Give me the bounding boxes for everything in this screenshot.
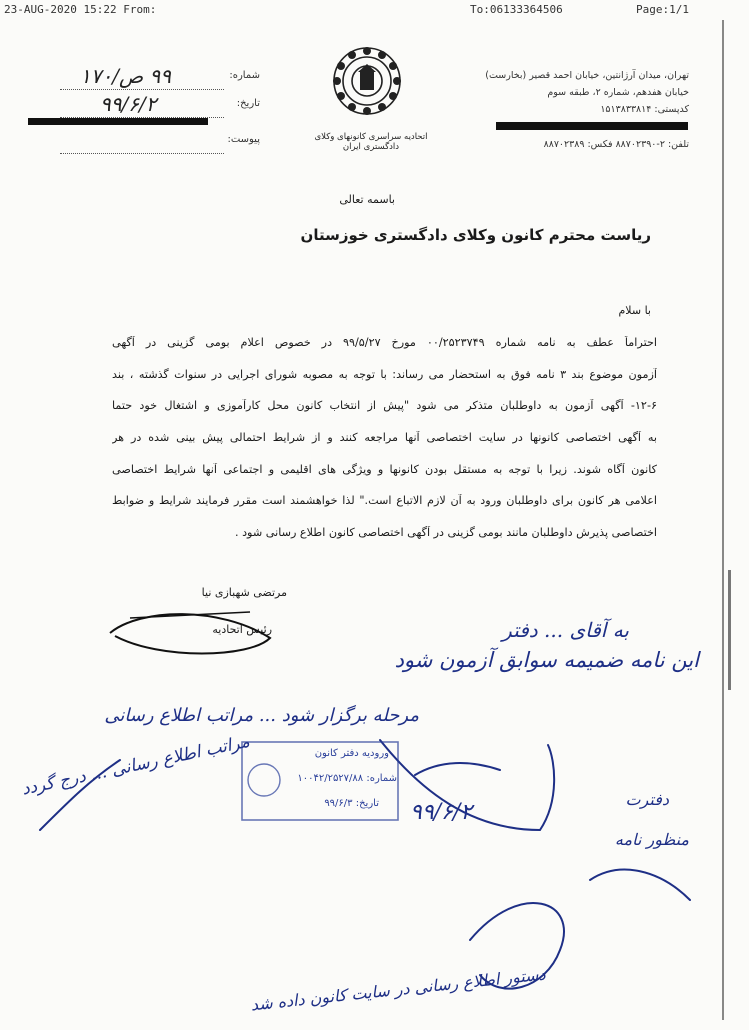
handwriting-right-note-2: منظور نامه	[614, 830, 689, 849]
stamp-line-3: تاریخ: ۹۹/۶/۳	[324, 798, 379, 809]
phone-fax: تلفن: ۲-۸۸۷۰۲۳۹۰ فکس: ۸۸۷۰۲۳۸۹	[543, 139, 689, 150]
fax-to-number: To:06133364506	[470, 3, 563, 16]
address-line-2: خیابان هفدهم، شماره ۲، طبقه سوم	[547, 87, 689, 98]
attachment-row	[60, 128, 260, 156]
handwriting-top-right-2: این نامه ضمیمه سوابق آزمون شود	[394, 648, 699, 672]
bar-association-emblem-icon	[330, 44, 404, 118]
body-line-3: ۱۲-۶- آگهی آزمون به داوطلبان متذکر می شود "پیش از انتخاب کانون محل کارآموزی و اشتغال خود حتما	[112, 399, 657, 412]
scan-edge-mark	[728, 570, 731, 690]
body-line-1: احتراماً عطف به نامه شماره ۰۰/۲۵۲۳۷۴۹ مورخ ۹۹/۵/۲۷ در خصوص اعلام بومی گزینی در آگهی	[112, 336, 657, 349]
body-line-4: به آگهی اختصاصی کانونها در سایت اختصاصی آنها مراجعه کنند و از شرایط احتمالی پیش بینی شده در هر	[112, 431, 657, 444]
handwriting-date-note: ۹۹/۶/۲	[410, 800, 473, 825]
handwriting-top-right-1: به آقای ... دفتر	[502, 618, 629, 642]
stamp-line-1: ورودیه دفتر کانون	[314, 748, 389, 759]
body-line-6: اعلامی هر کانون برای داوطلبان ورود به آن لازم الاتباع است." لذا خواهشمند است مقرر فرمایند شرایط و ضوابط	[112, 494, 657, 507]
redaction-bar	[28, 118, 208, 125]
attachment-label: پیوست:	[227, 134, 260, 145]
body-line-2: آزمون موضوع بند ۳ نامه فوق به استحضار می رساند: با توجه به مصوبه شورای اجرایی در سنوات گذشته ، بند	[112, 368, 657, 381]
body-line-5: کانون آگاه شوند. زیرا با توجه به مستقل بودن کانونها و ویژگی های اقلیمی و اجتماعی آنها شرایط اختصاصی	[112, 463, 657, 476]
number-row	[60, 64, 260, 92]
handwriting-right-note-1: دفترت	[625, 790, 669, 809]
handwriting-bottom: دستور اطلاع رسانی در سایت کانون داده شد	[249, 964, 547, 1015]
signatory-title: رئیس اتحادیه	[212, 623, 272, 636]
stamp-line-2: شماره: ۱۰۰۴۲/۲۵۲۷/۸۸	[297, 773, 397, 784]
greeting: با سلام	[618, 304, 651, 317]
signature-icon	[100, 598, 280, 668]
letter-number-label: شماره:	[229, 70, 260, 81]
attachment-dotted-line	[60, 153, 224, 154]
postal-code: کدپستی: ۱۵۱۳۸۳۳۸۱۴	[600, 104, 689, 115]
body-line-7: اختصاصی پذیرش داوطلبان مانند بومی گزینی در آگهی اختصاصی کانون اطلاع رسانی شود .	[234, 526, 657, 539]
fax-datetime: 23-AUG-2020 15:22 From:	[4, 3, 157, 16]
letter-date-value: ۹۹/۶/۲	[100, 92, 157, 116]
organization-name: اتحادیه سراسری کانونهای وکلای دادگستری ایران	[314, 132, 428, 152]
date-row	[60, 92, 260, 120]
signatory-name: مرتضی شهبازی نیا	[201, 586, 287, 599]
letter-number-value: ۹۹ ص/۱۷۰	[80, 64, 171, 88]
handwriting-middle: مرحله برگزار شود ... مراتب اطلاع رسانی	[104, 705, 419, 726]
address-redaction-bar	[496, 122, 688, 130]
fax-page: Page:1/1	[636, 3, 689, 16]
letter-date-label: تاریخ:	[236, 98, 260, 109]
scan-edge-line	[722, 20, 724, 1020]
letter-recipient-title: ریاست محترم کانون وکلای دادگستری خوزستان	[300, 226, 651, 244]
handwriting-left-margin: مراتب اطلاع رسانی ... درج گردد	[20, 731, 252, 800]
bismillah: باسمه تعالی	[339, 193, 395, 206]
fax-header	[0, 0, 749, 18]
number-dotted-line	[60, 89, 224, 90]
address-line-1: تهران، میدان آرژانتین، خیابان احمد قصیر (بخارست)	[485, 70, 689, 81]
